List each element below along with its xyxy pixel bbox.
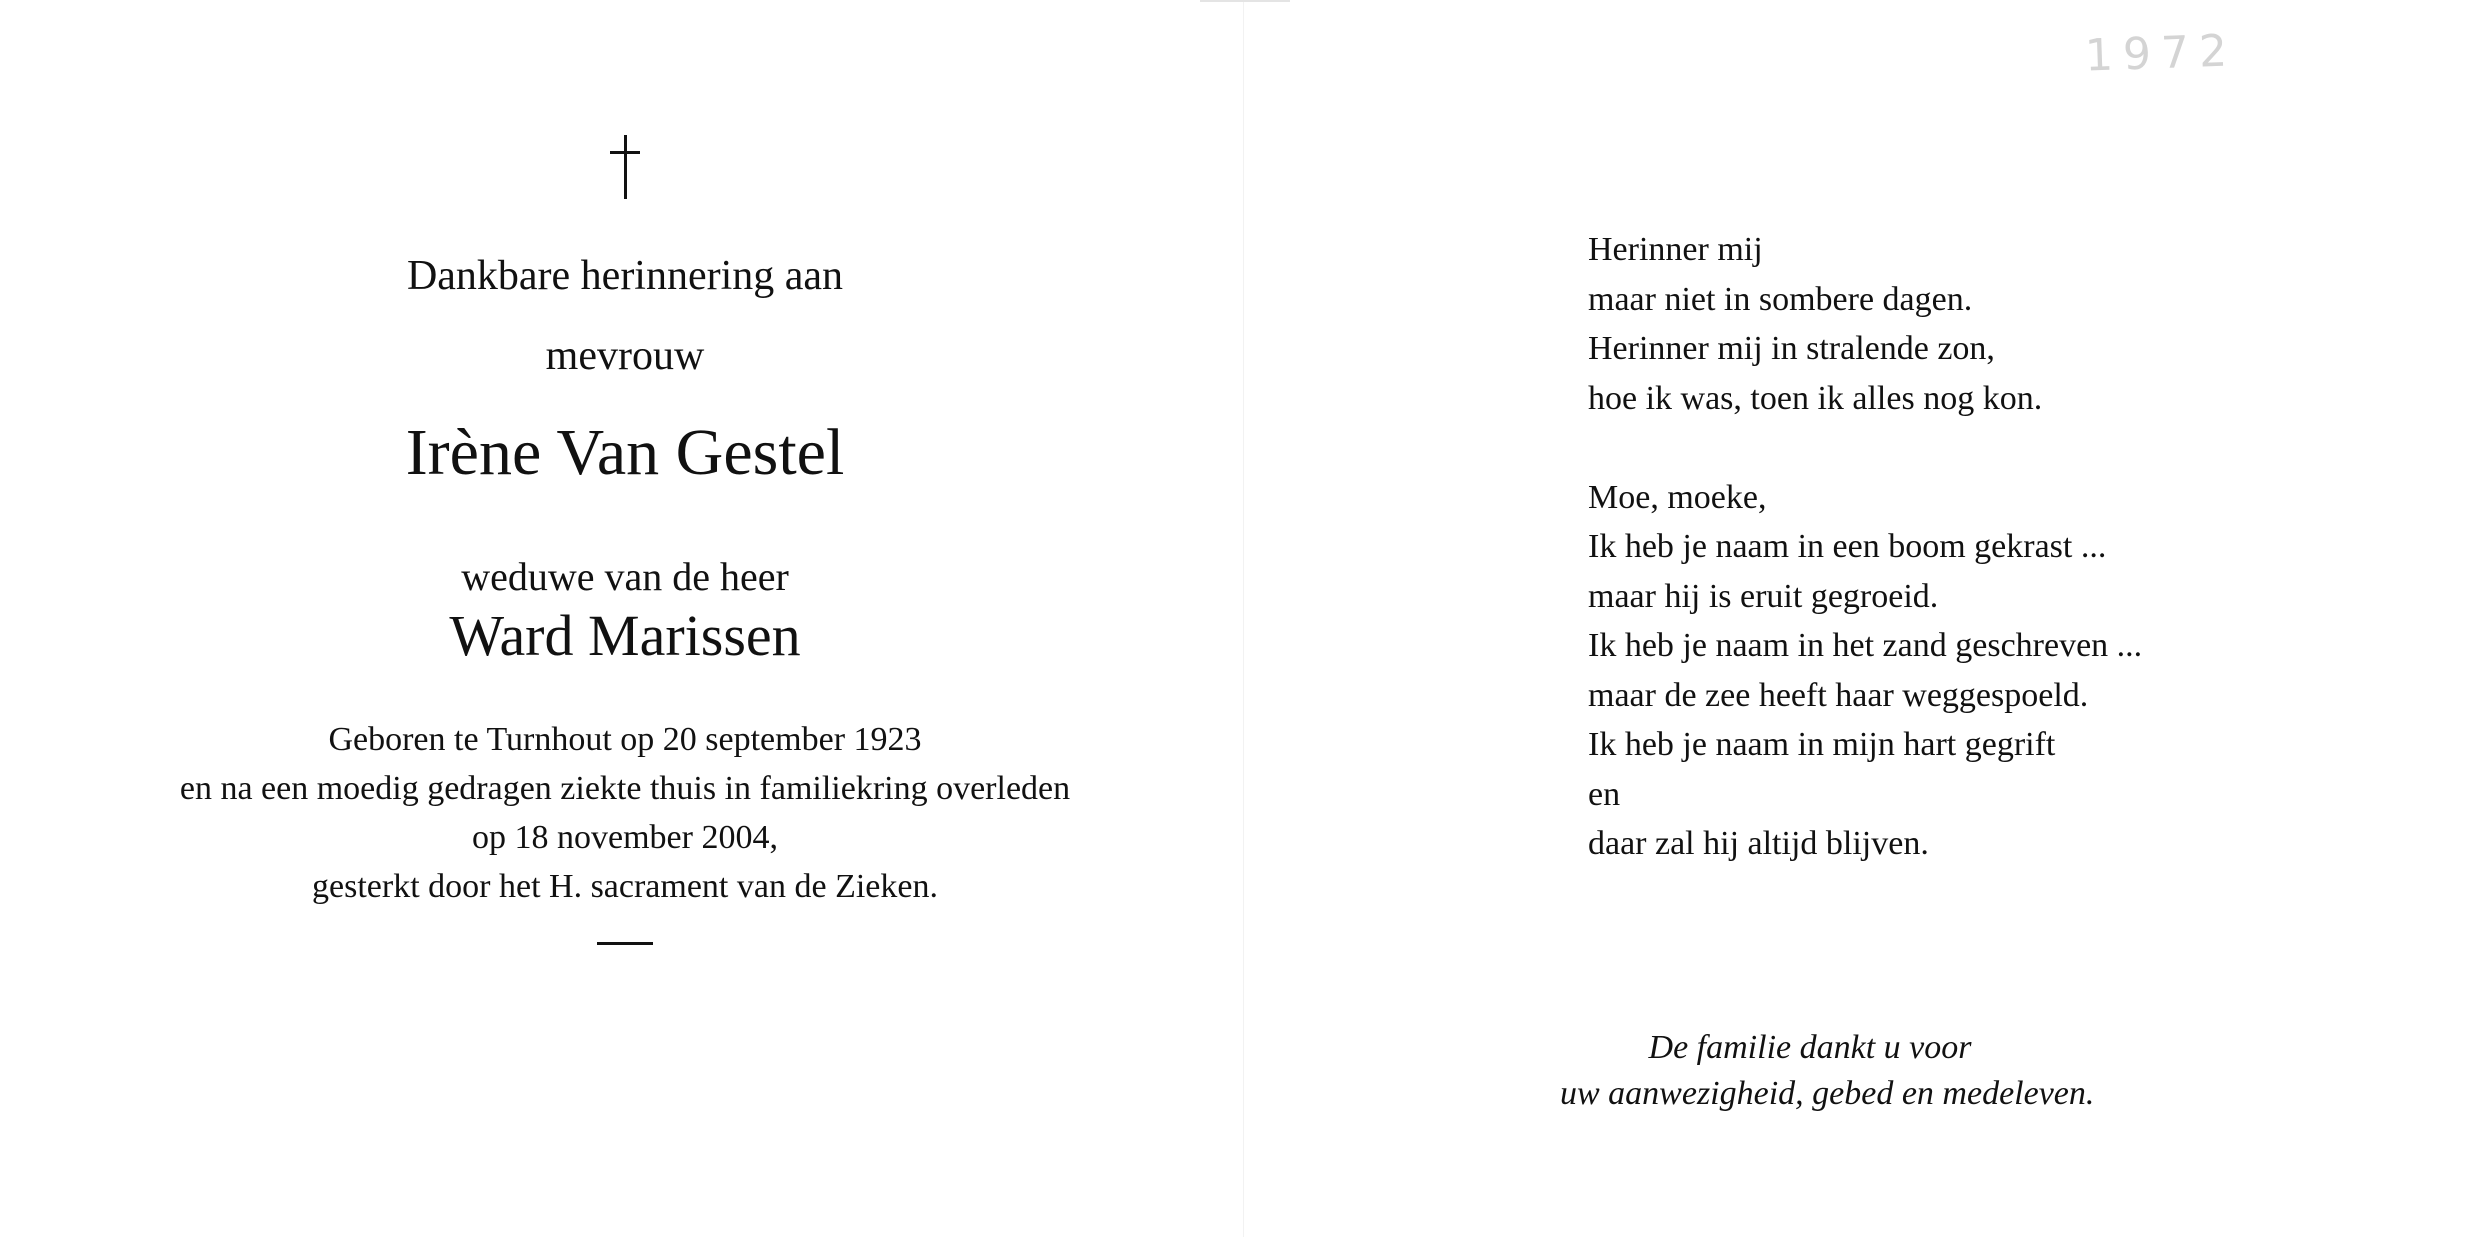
bio-line: op 18 november 2004, [472, 819, 778, 856]
poem-line: Ik heb je naam in een boom gekrast ... [1588, 528, 2107, 565]
poem-line: maar niet in sombere dagen. [1588, 280, 1973, 318]
widow-of-line: weduwe van de heer [461, 554, 789, 599]
poem-line: maar hij is eruit gegroeid. [1588, 577, 1939, 615]
divider-rule [597, 942, 653, 945]
poem-line: Herinner mij [1588, 231, 1763, 268]
poem-stanza [1588, 473, 2142, 869]
poem-line: Herinner mij in stralende zon, [1588, 330, 1995, 367]
family-thanks [1560, 1025, 2095, 1117]
husband-name: Ward Marissen [449, 603, 801, 668]
card-fold-line [1243, 0, 1244, 1237]
thanks-line: De familie dankt u voor [1648, 1029, 1972, 1066]
poem-line: Ik heb je naam in mijn hart gegrift [1588, 726, 2056, 763]
bio-line: gesterkt door het H. sacrament van de Zieken. [312, 868, 938, 905]
biography [100, 715, 1150, 911]
intro-line: Dankbare herinnering aan [406, 253, 844, 299]
archive-number: 1972 [2084, 25, 2238, 82]
fold-mark [1200, 0, 1290, 2]
deceased-name: Irène Van Gestel [405, 416, 845, 489]
poem-stanza [1588, 225, 2142, 423]
poem-line: daar zal hij altijd blijven. [1588, 825, 1929, 862]
thanks-line: uw aanwezigheid, gebed en medeleven. [1560, 1075, 2095, 1112]
bio-line: en na een moedig gedragen ziekte thuis in familiekring overleden [179, 770, 1071, 807]
poem-line: Ik heb je naam in het zand geschreven ... [1588, 627, 2143, 664]
honorific: mevrouw [545, 333, 705, 379]
poem [1588, 225, 2142, 869]
poem-line: maar de zee heeft haar weggespoeld. [1588, 676, 2089, 714]
poem-line: hoe ik was, toen ik alles nog kon. [1588, 379, 2043, 417]
bio-line: Geboren te Turnhout op 20 september 1923 [328, 721, 922, 758]
poem-line: Moe, moeke, [1588, 478, 1767, 516]
poem-line: en [1588, 775, 1621, 813]
